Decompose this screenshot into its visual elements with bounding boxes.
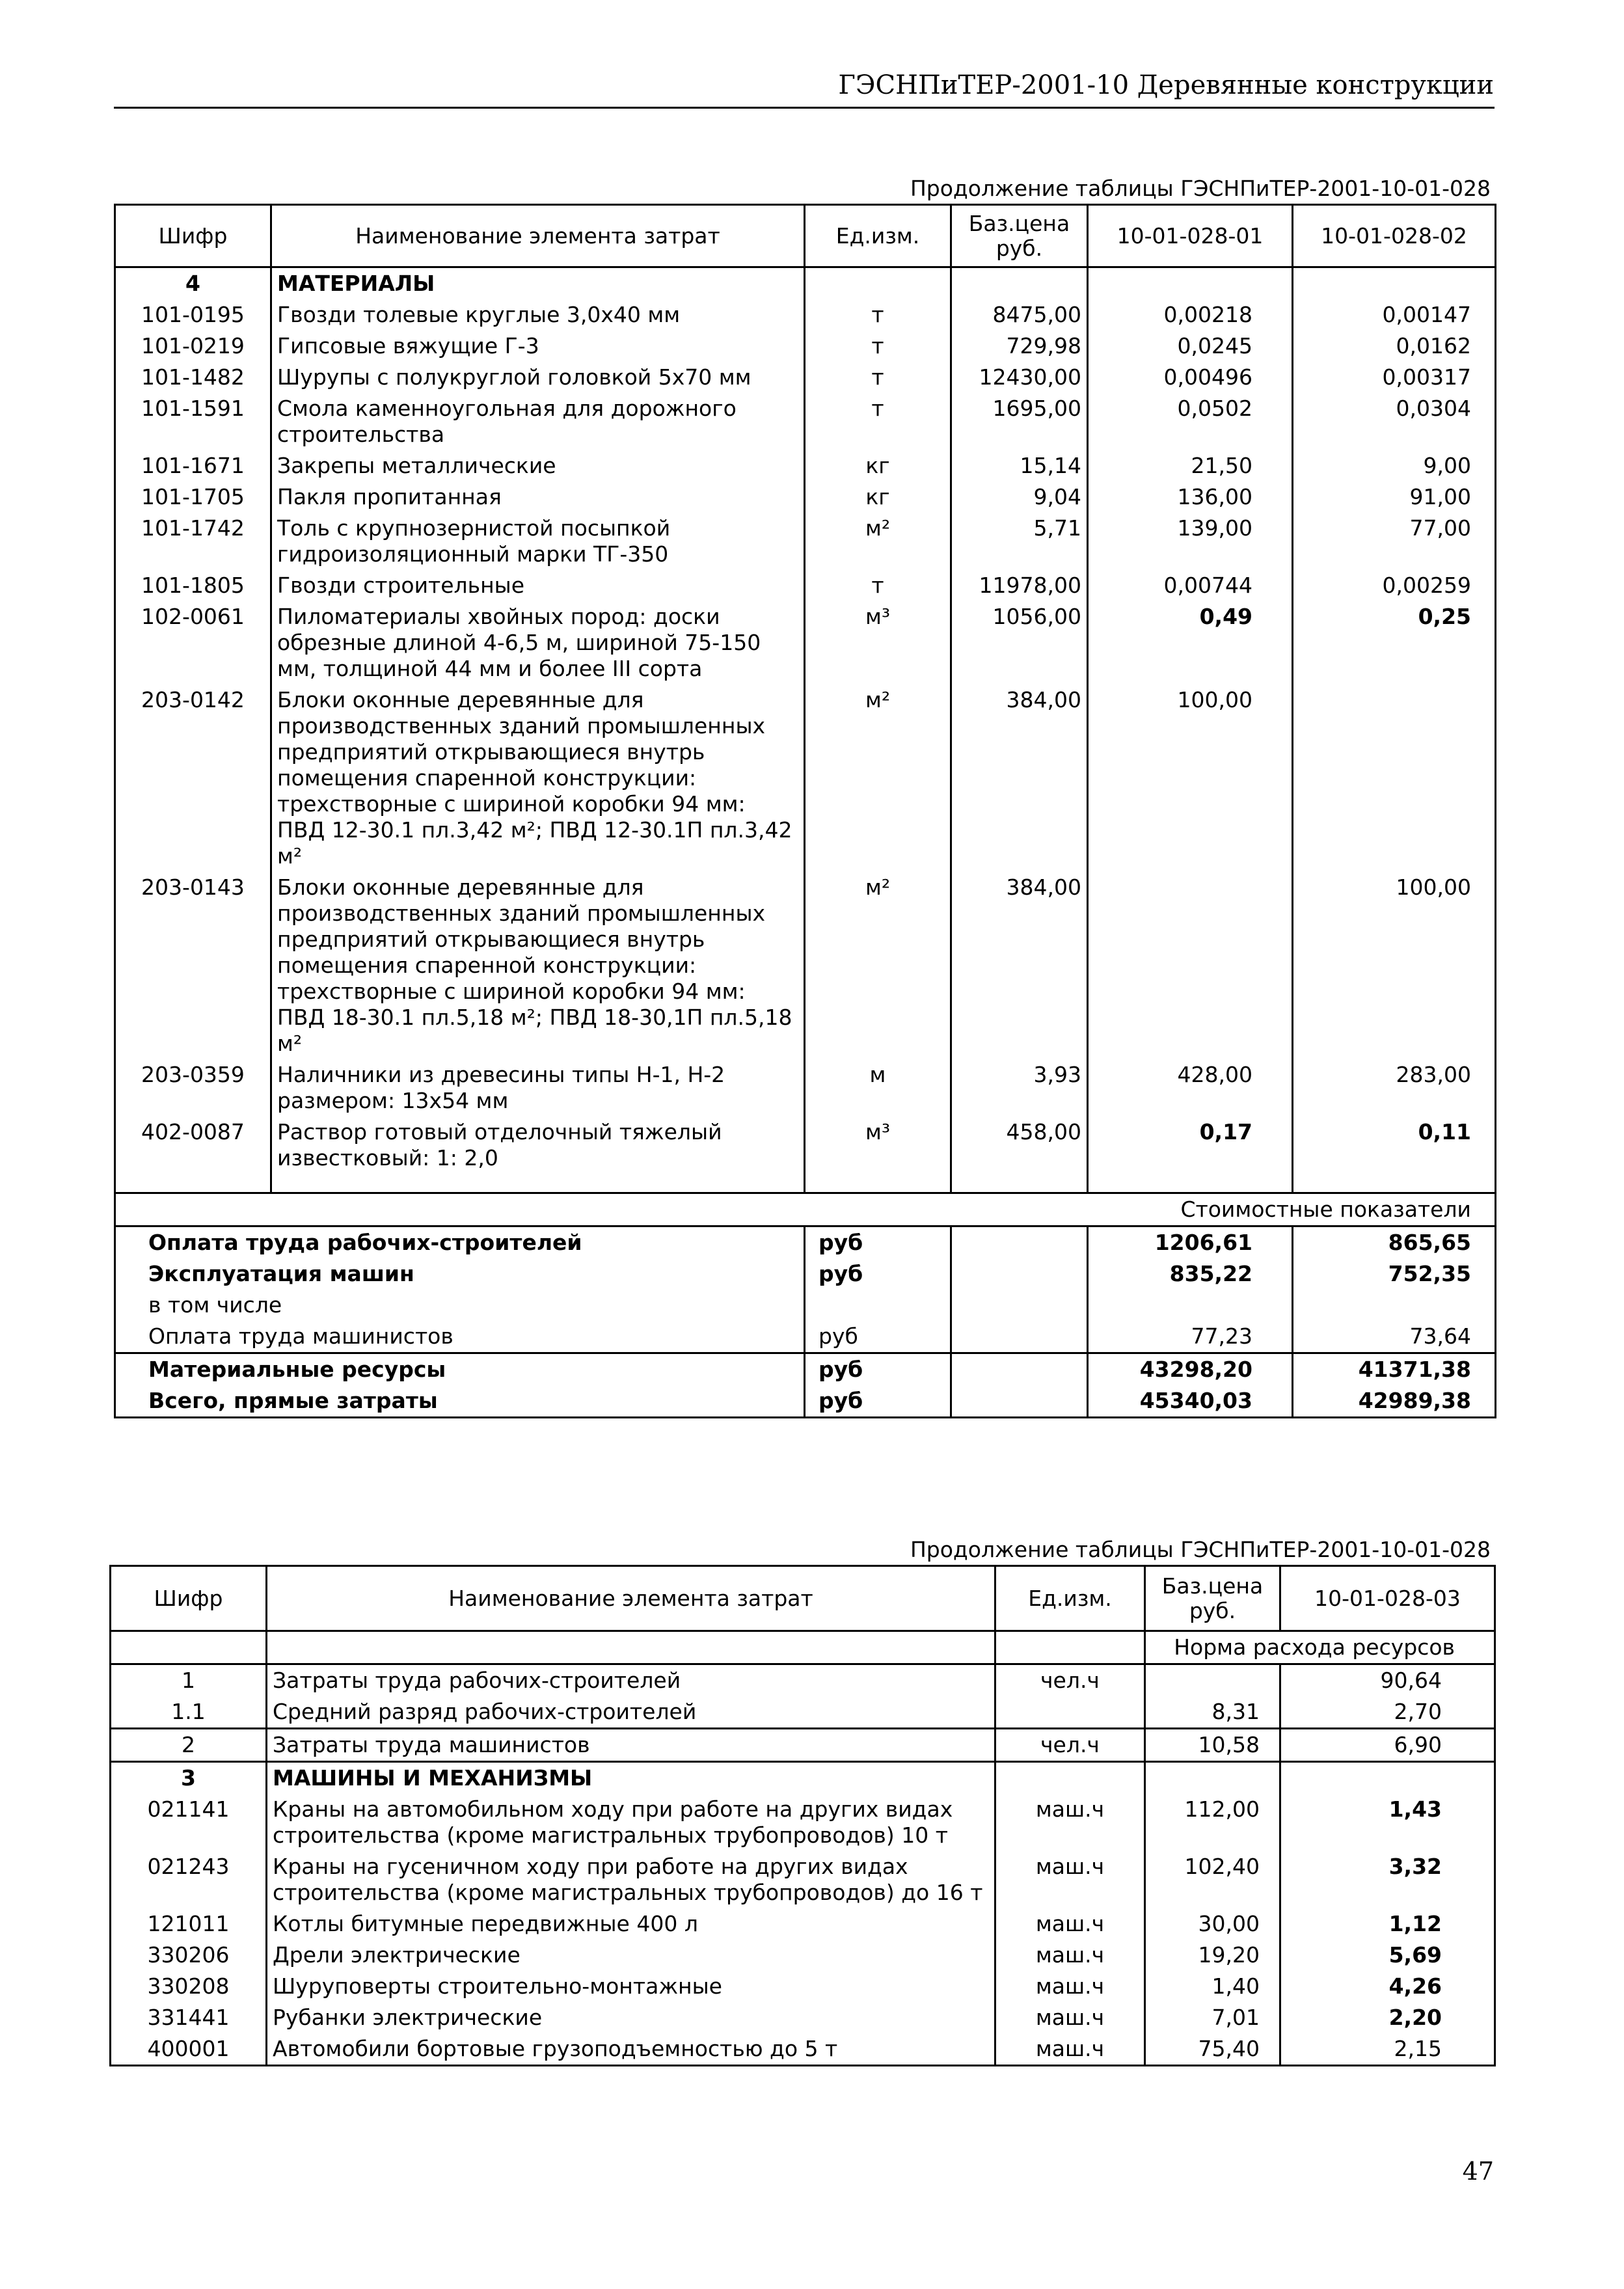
section-code: 4 [115,267,271,300]
machine-row [111,2002,1495,2033]
material-row [115,362,1496,393]
header-rule [114,107,1495,109]
material-row [115,1117,1496,1174]
section-price [1145,1762,1280,1795]
material-row [115,570,1496,601]
row-price: 3,93 [951,1059,1088,1117]
row-value-1: 0,00218 [1088,299,1293,331]
machine-unit: маш.ч [995,1971,1145,2002]
row-code: 101-1591 [115,393,271,450]
material-row [115,684,1496,872]
machine-unit: маш.ч [995,1851,1145,1908]
machine-value: 2,20 [1280,2002,1495,2033]
row-name: Гвозди строительные [271,570,805,601]
row-value-2: 0,25 [1293,601,1496,684]
section-unit [995,1762,1145,1795]
labor-value: 6,90 [1280,1729,1495,1762]
row-value-1: 139,00 [1088,513,1293,570]
row-price: 11978,00 [951,570,1088,601]
machine-price: 7,01 [1145,2002,1280,2033]
section-name: МАТЕРИАЛЫ [271,267,805,300]
header-col2: 10-01-028-02 [1293,205,1496,267]
section-name: МАШИНЫ И МЕХАНИЗМЫ [267,1762,995,1795]
machine-value: 2,15 [1280,2033,1495,2066]
header-price: Баз.цена руб. [951,205,1088,267]
row-unit: кг [805,481,951,513]
machine-code: 021141 [111,1794,267,1851]
cost-unit: руб [805,1321,951,1353]
cost-unit: руб [805,1258,951,1290]
row-value-1: 0,00744 [1088,570,1293,601]
labor-price [1145,1664,1280,1697]
row-value-1: 0,17 [1088,1117,1293,1174]
cost-unit: руб [805,1385,951,1418]
table1-caption: Продолжение таблицы ГЭСНПиТЕР-2001-10-01-028 [910,176,1491,201]
labor-row [111,1729,1495,1762]
cost-value-1: 77,23 [1088,1321,1293,1353]
row-price: 729,98 [951,331,1088,362]
table-header-row [115,205,1496,267]
machine-row [111,1971,1495,2002]
machine-row [111,1794,1495,1851]
row-value-1: 0,0245 [1088,331,1293,362]
spacer-row [115,1174,1496,1193]
row-name: Гипсовые вяжущие Г-3 [271,331,805,362]
row-unit: т [805,570,951,601]
cost-row [115,1258,1496,1290]
row-value-1: 0,49 [1088,601,1293,684]
row-unit: т [805,393,951,450]
page-number: 47 [1462,2157,1494,2186]
machine-value: 3,32 [1280,1851,1495,1908]
machine-value: 1,12 [1280,1908,1495,1940]
material-row [115,601,1496,684]
machine-row [111,1908,1495,1940]
machine-unit: маш.ч [995,1908,1145,1940]
labor-price: 10,58 [1145,1729,1280,1762]
row-price: 384,00 [951,872,1088,1059]
row-name: Пакля пропитанная [271,481,805,513]
norm-caption-row [111,1631,1495,1664]
cost-row [115,1226,1496,1259]
cost-price [951,1321,1088,1353]
cost-value-2: 42989,38 [1293,1385,1496,1418]
labor-code: 2 [111,1729,267,1762]
machine-row [111,1851,1495,1908]
machine-code: 400001 [111,2033,267,2066]
header-name: Наименование элемента затрат [267,1566,995,1631]
row-value-1: 136,00 [1088,481,1293,513]
machine-price: 1,40 [1145,1971,1280,2002]
table2-caption: Продолжение таблицы ГЭСНПиТЕР-2001-10-01-028 [910,1537,1491,1562]
machine-row [111,1940,1495,1971]
row-value-2: 0,00259 [1293,570,1496,601]
machine-code: 021243 [111,1851,267,1908]
cost-name: Материальные ресурсы [115,1353,805,1386]
machine-price: 102,40 [1145,1851,1280,1908]
row-name: Блоки оконные деревянные для производственных зданий промышленных предприятий открывающиеся внутрь помещения спаренной конструкции: трехстворные с шириной коробки 94 мм: ПВД 12-30.1 пл.3,42 м²; ПВД 12-30.1П пл.3,42 м² [271,684,805,872]
header-unit: Ед.изм. [805,205,951,267]
machine-name: Дрели электрические [267,1940,995,1971]
row-price: 12430,00 [951,362,1088,393]
machine-price: 112,00 [1145,1794,1280,1851]
labor-unit: чел.ч [995,1729,1145,1762]
row-price: 384,00 [951,684,1088,872]
table2-body [111,1631,1495,2066]
row-code: 203-0359 [115,1059,271,1117]
row-price: 15,14 [951,450,1088,481]
cost-value-1: 1206,61 [1088,1226,1293,1259]
row-code: 101-0219 [115,331,271,362]
row-price: 458,00 [951,1117,1088,1174]
page-header-title: ГЭСНПиТЕР-2001-10 Деревянные конструкции [838,70,1494,100]
row-code: 102-0061 [115,601,271,684]
row-value-1: 100,00 [1088,684,1293,872]
cost-name: Эксплуатация машин [115,1258,805,1290]
material-row [115,481,1496,513]
cost-value-2: 865,65 [1293,1226,1496,1259]
material-row [115,513,1496,570]
row-unit: м³ [805,601,951,684]
machine-unit: маш.ч [995,1940,1145,1971]
cost-value-1 [1088,1290,1293,1321]
row-name: Наличники из древесины типы Н-1, Н-2 размером: 13х54 мм [271,1059,805,1117]
machine-code: 121011 [111,1908,267,1940]
machine-code: 331441 [111,2002,267,2033]
row-price: 9,04 [951,481,1088,513]
machines-table [109,1565,1496,2066]
row-name: Смола каменноугольная для дорожного строительства [271,393,805,450]
row-value-1: 0,0502 [1088,393,1293,450]
row-value-2: 0,11 [1293,1117,1496,1174]
cost-caption-row [115,1193,1496,1226]
row-code: 402-0087 [115,1117,271,1174]
row-unit: кг [805,450,951,481]
row-value-1: 428,00 [1088,1059,1293,1117]
section-code: 3 [111,1762,267,1795]
machine-unit: маш.ч [995,2002,1145,2033]
row-code: 203-0142 [115,684,271,872]
labor-name: Затраты труда рабочих-строителей [267,1664,995,1697]
row-value-2: 91,00 [1293,481,1496,513]
section-row [115,267,1496,300]
machine-name: Краны на гусеничном ходу при работе на других видах строительства (кроме магистральных трубопроводов) до 16 т [267,1851,995,1908]
section-value [1280,1762,1495,1795]
row-value-2: 0,0304 [1293,393,1496,450]
row-code: 101-1671 [115,450,271,481]
cost-name: Всего, прямые затраты [115,1385,805,1418]
table-header-row [111,1566,1495,1631]
labor-unit [995,1696,1145,1729]
row-code: 101-0195 [115,299,271,331]
cost-unit: руб [805,1226,951,1259]
row-value-2 [1293,684,1496,872]
cost-value-1: 835,22 [1088,1258,1293,1290]
machine-name: Краны на автомобильном ходу при работе на других видах строительства (кроме магистральных трубопроводов) 10 т [267,1794,995,1851]
cost-value-1: 45340,03 [1088,1385,1293,1418]
machine-value: 1,43 [1280,1794,1495,1851]
machine-name: Шуруповерты строительно-монтажные [267,1971,995,2002]
row-price: 8475,00 [951,299,1088,331]
labor-value: 2,70 [1280,1696,1495,1729]
row-code: 203-0143 [115,872,271,1059]
material-row [115,450,1496,481]
machine-value: 5,69 [1280,1940,1495,1971]
cost-caption: Стоимостные показатели [115,1193,1496,1226]
cost-value-1: 43298,20 [1088,1353,1293,1386]
header-name: Наименование элемента затрат [271,205,805,267]
row-value-2: 0,00317 [1293,362,1496,393]
machine-price: 75,40 [1145,2033,1280,2066]
cost-value-2: 752,35 [1293,1258,1496,1290]
cost-indicators [115,1193,1496,1418]
header-col1: 10-01-028-03 [1280,1566,1495,1631]
cost-value-2: 73,64 [1293,1321,1496,1353]
row-value-2: 283,00 [1293,1059,1496,1117]
table1-body [115,267,1496,1193]
cost-price [951,1290,1088,1321]
materials-table [114,204,1496,1418]
machine-value: 4,26 [1280,1971,1495,2002]
row-unit: т [805,362,951,393]
row-name: Пиломатериалы хвойных пород: доски обрезные длиной 4-6,5 м, шириной 75-150 мм, толщиной 44 мм и более III сорта [271,601,805,684]
machine-code: 330208 [111,1971,267,2002]
header-code: Шифр [115,205,271,267]
row-name: Блоки оконные деревянные для производственных зданий промышленных предприятий открывающиеся внутрь помещения спаренной конструкции: трехстворные с шириной коробки 94 мм: ПВД 18-30.1 пл.5,18 м²; ПВД 18-30,1П пл.5,18 м² [271,872,805,1059]
row-unit: м² [805,684,951,872]
row-value-1: 0,00496 [1088,362,1293,393]
machine-price: 30,00 [1145,1908,1280,1940]
machine-code: 330206 [111,1940,267,1971]
row-code: 101-1482 [115,362,271,393]
row-value-2: 0,0162 [1293,331,1496,362]
cost-value-2 [1293,1290,1496,1321]
material-row [115,1059,1496,1117]
labor-code: 1 [111,1664,267,1697]
cost-name: Оплата труда машинистов [115,1321,805,1353]
machine-name: Котлы битумные передвижные 400 л [267,1908,995,1940]
header-unit: Ед.изм. [995,1566,1145,1631]
cost-price [951,1353,1088,1386]
material-row [115,299,1496,331]
row-value-1: 21,50 [1088,450,1293,481]
cost-row [115,1385,1496,1418]
row-value-2: 100,00 [1293,872,1496,1059]
labor-code: 1.1 [111,1696,267,1729]
row-unit: м [805,1059,951,1117]
machine-name: Рубанки электрические [267,2002,995,2033]
machine-name: Автомобили бортовые грузоподъемностью до 5 т [267,2033,995,2066]
row-unit: м² [805,872,951,1059]
cost-unit: руб [805,1353,951,1386]
section-row [111,1762,1495,1795]
labor-name: Затраты труда машинистов [267,1729,995,1762]
row-price: 1695,00 [951,393,1088,450]
labor-unit: чел.ч [995,1664,1145,1697]
material-row [115,393,1496,450]
cost-price [951,1226,1088,1259]
labor-name: Средний разряд рабочих-строителей [267,1696,995,1729]
cost-price [951,1385,1088,1418]
cost-row [115,1290,1496,1321]
material-row [115,872,1496,1059]
labor-row [111,1664,1495,1697]
row-unit: т [805,331,951,362]
header-price: Баз.цена руб. [1145,1566,1280,1631]
cost-value-2: 41371,38 [1293,1353,1496,1386]
row-name: Толь с крупнозернистой посыпкой гидроизоляционный марки ТГ-350 [271,513,805,570]
row-value-1 [1088,872,1293,1059]
row-code: 101-1705 [115,481,271,513]
cost-name: в том числе [115,1290,805,1321]
cost-price [951,1258,1088,1290]
cost-row [115,1321,1496,1353]
row-value-2: 0,00147 [1293,299,1496,331]
row-name: Шурупы с полукруглой головкой 5х70 мм [271,362,805,393]
row-name: Гвозди толевые круглые 3,0х40 мм [271,299,805,331]
row-unit: т [805,299,951,331]
row-price: 5,71 [951,513,1088,570]
machine-unit: маш.ч [995,1794,1145,1851]
header-code: Шифр [111,1566,267,1631]
row-name: Раствор готовый отделочный тяжелый известковый: 1: 2,0 [271,1117,805,1174]
row-value-2: 77,00 [1293,513,1496,570]
cost-row [115,1353,1496,1386]
material-row [115,331,1496,362]
machine-unit: маш.ч [995,2033,1145,2066]
row-unit: м³ [805,1117,951,1174]
row-unit: м² [805,513,951,570]
labor-price: 8,31 [1145,1696,1280,1729]
labor-row [111,1696,1495,1729]
row-value-2: 9,00 [1293,450,1496,481]
cost-unit [805,1290,951,1321]
machine-price: 19,20 [1145,1940,1280,1971]
header-col1: 10-01-028-01 [1088,205,1293,267]
labor-value: 90,64 [1280,1664,1495,1697]
row-code: 101-1742 [115,513,271,570]
row-price: 1056,00 [951,601,1088,684]
row-code: 101-1805 [115,570,271,601]
machine-row [111,2033,1495,2066]
cost-name: Оплата труда рабочих-строителей [115,1226,805,1259]
row-name: Закрепы металлические [271,450,805,481]
norm-caption: Норма расхода ресурсов [1145,1631,1495,1664]
